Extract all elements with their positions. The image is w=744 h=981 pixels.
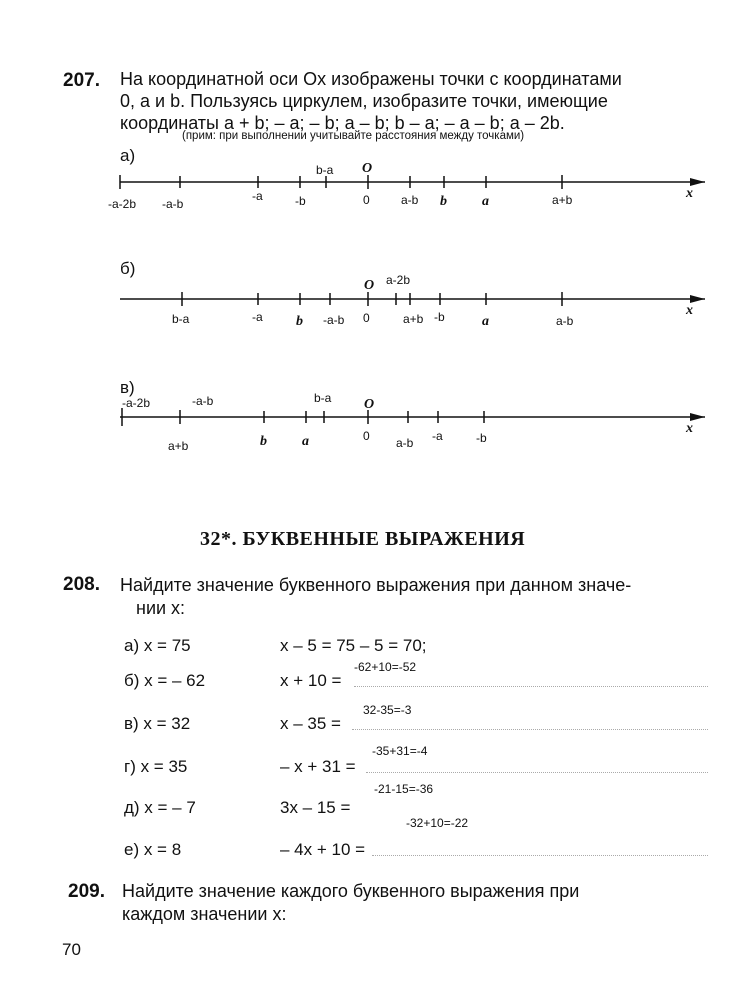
ex208-row-f-expr: – 4x + 10 =	[280, 840, 366, 859]
pt-l5: a+b	[403, 312, 424, 326]
pt-a: a	[302, 434, 309, 449]
axis-var: x	[686, 303, 693, 318]
pt-zero: 0	[363, 193, 370, 207]
exercise-209-number: 209.	[68, 881, 105, 902]
ex208-row-e-label: д) x = – 7	[124, 798, 196, 817]
axis-arrow	[690, 413, 705, 421]
pt-l3: -a	[252, 189, 263, 203]
ex208-row-e-expr: 3x – 15 =	[280, 798, 351, 817]
page-number: 70	[62, 940, 81, 959]
answer-line	[366, 771, 708, 773]
ex208-row-d-answer: -35+31=-4	[372, 744, 428, 758]
pt-l3: -a-b	[323, 313, 345, 327]
exercise-207-note: (прим: при выполнении учитывайте расстояния между точками)	[182, 130, 525, 142]
exercise-208-line-2: нии x:	[136, 598, 186, 618]
pt-l7: -b	[476, 431, 487, 445]
ex208-row-f-label: е) x = 8	[124, 840, 182, 859]
ex208-row-c-answer: 32-35=-3	[363, 703, 412, 717]
number-line-a	[0, 155, 744, 225]
pt-a: a	[482, 314, 489, 329]
ex208-row-e-answer: -21-15=-36	[374, 782, 434, 796]
pt-l2: -a-b	[192, 394, 214, 408]
pt-zero: 0	[363, 429, 370, 443]
origin-letter: O	[364, 397, 375, 412]
exercise-207-line-1: На координатной оси Ox изображены точки с координатами	[120, 69, 622, 89]
axis-a-part-label: а)	[120, 146, 136, 165]
answer-line	[372, 854, 708, 856]
pt-l4: a-2b	[386, 273, 411, 287]
exercise-209-line-1: Найдите значение каждого буквенного выражения при	[122, 881, 580, 901]
axis-var: x	[686, 186, 693, 201]
ex208-row-c-expr: x – 35 =	[280, 714, 341, 733]
ex208-row-b-answer: -62+10=-52	[354, 660, 417, 674]
exercise-207-line-2: 0, a и b. Пользуясь циркулем, изобразите точки, имеющие	[120, 91, 608, 111]
pt-l6: -a	[432, 429, 443, 443]
pt-l5: a-b	[396, 436, 414, 450]
answer-line	[354, 685, 708, 687]
answer-line	[352, 728, 708, 730]
axis-b-part-label: б)	[120, 259, 136, 278]
pt-l6: -b	[434, 310, 445, 324]
exercise-208-number: 208.	[63, 574, 100, 595]
origin-letter: O	[364, 278, 375, 293]
pt-l1: b-a	[172, 312, 190, 326]
origin-letter: O	[362, 161, 373, 176]
pt-l1: -a-2b	[108, 197, 137, 211]
exercise-208-line-1: Найдите значение буквенного выражения при данном значе-	[120, 575, 632, 595]
ex208-row-f-answer: -32+10=-22	[406, 816, 469, 830]
pt-l7: a-b	[556, 314, 574, 328]
ex208-row-c-label: в) x = 32	[124, 714, 191, 733]
number-line-c	[0, 390, 744, 460]
axis-c-part-label: в)	[120, 378, 135, 397]
exercise-209-line-2: каждом значении x:	[122, 904, 287, 924]
ex208-row-b-label: б) x = – 62	[124, 671, 206, 690]
pt-l2: -a-b	[162, 197, 184, 211]
pt-l4: b-a	[314, 391, 332, 405]
axis-arrow	[690, 295, 705, 303]
exercise-207-line-3: координаты a + b; – a; – b; a – b; b – a; – a – b; a – 2b.	[120, 113, 565, 133]
pt-l7: a+b	[552, 193, 573, 207]
ex208-row-b-expr: x + 10 =	[280, 671, 342, 690]
pt-b: b	[440, 194, 447, 209]
pt-zero: 0	[363, 311, 370, 325]
axis-arrow	[690, 178, 705, 186]
ex208-row-d-expr: – x + 31 =	[280, 757, 356, 776]
pt-a: a	[482, 194, 489, 209]
pt-l1: -a-2b	[122, 396, 151, 410]
pt-l2: -a	[252, 310, 263, 324]
pt-b: b	[296, 314, 303, 329]
axis-var: x	[686, 421, 693, 436]
pt-l6: a-b	[401, 193, 419, 207]
pt-l3: a+b	[168, 439, 189, 453]
ex208-row-a-expr: x – 5 = 75 – 5 = 70;	[280, 636, 427, 655]
number-line-b	[0, 272, 744, 342]
ex208-row-d-label: г) x = 35	[124, 757, 188, 776]
exercise-207-number: 207.	[63, 70, 100, 91]
pt-l4: -b	[295, 194, 306, 208]
pt-b: b	[260, 434, 267, 449]
ex208-row-a-label: а) x = 75	[124, 636, 191, 655]
pt-l5: b-a	[316, 163, 334, 177]
section-title: 32*. БУКВЕННЫЕ ВЫРАЖЕНИЯ	[200, 528, 526, 550]
